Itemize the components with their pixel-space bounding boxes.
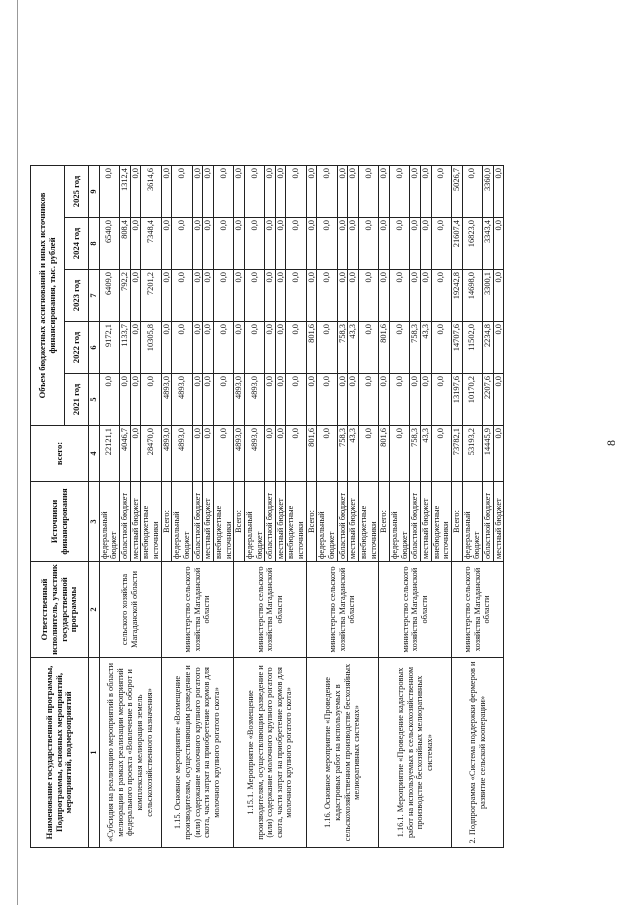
amount-year: 0,0 xyxy=(265,166,276,218)
amount-year: 0,0 xyxy=(421,270,432,322)
amount-year: 0,0 xyxy=(390,322,410,374)
table-row xyxy=(306,166,317,848)
funding-table xyxy=(30,165,504,848)
header-year: 2024 год xyxy=(65,218,89,270)
amount-year: 0,0 xyxy=(130,322,141,374)
column-index-cell: 3 xyxy=(89,482,100,562)
amount-year: 19242,8 xyxy=(451,270,462,322)
amount-year: 0,0 xyxy=(317,322,337,374)
amount-year: 0,0 xyxy=(306,166,317,218)
header-executor: Ответственный исполнитель, участник государственной программы xyxy=(31,562,89,658)
amount-total: 73782,1 xyxy=(451,426,462,482)
amount-year: 0,0 xyxy=(462,166,482,218)
scan-edge-line xyxy=(17,0,18,905)
amount-total: 0,0 xyxy=(275,426,286,482)
amount-total: 0,0 xyxy=(265,426,276,482)
amount-year: 0,0 xyxy=(390,166,410,218)
amount-year: 9172,1 xyxy=(99,322,119,374)
amount-year: 0,0 xyxy=(265,374,276,426)
amount-year: 5026,7 xyxy=(451,166,462,218)
amount-year: 0,0 xyxy=(493,166,504,218)
funding-source: федеральный бюджет xyxy=(99,482,119,562)
amount-year: 0,0 xyxy=(317,270,337,322)
amount-year: 0,0 xyxy=(379,218,390,270)
amount-year: 0,0 xyxy=(379,166,390,218)
amount-year: 0,0 xyxy=(265,322,276,374)
table-row xyxy=(451,166,462,848)
program-item-name: 1.15. Основное мероприятие «Возмещение производителям, осуществляющим разведение и (или) содержание молочного крупного рогатого скота, части затрат на приобретение кормов для молочного крупного рогатого скота» xyxy=(161,658,234,848)
amount-year: 0,0 xyxy=(244,166,264,218)
amount-total: 4893,0 xyxy=(234,426,245,482)
column-index-cell: 8 xyxy=(89,218,100,270)
funding-source: федеральный бюджет xyxy=(172,482,192,562)
amount-year: 1312,4 xyxy=(119,166,130,218)
table-row xyxy=(161,166,172,848)
funding-source: областной бюджет xyxy=(265,482,276,562)
amount-year: 0,0 xyxy=(234,166,245,218)
amount-year: 4893,0 xyxy=(244,374,264,426)
amount-total: 4893,0 xyxy=(161,426,172,482)
amount-total: 22121,1 xyxy=(99,426,119,482)
amount-year: 0,0 xyxy=(390,374,410,426)
header-year: 2023 год xyxy=(65,270,89,322)
funding-source: Всего: xyxy=(379,482,390,562)
amount-year: 0,0 xyxy=(359,218,379,270)
amount-year: 0,0 xyxy=(421,218,432,270)
amount-year: 0,0 xyxy=(348,374,359,426)
amount-year: 0,0 xyxy=(130,270,141,322)
column-index-cell: 9 xyxy=(89,166,100,218)
amount-year: 14707,6 xyxy=(451,322,462,374)
funding-source: областной бюджет xyxy=(192,482,203,562)
column-index-cell: 7 xyxy=(89,270,100,322)
amount-year: 0,0 xyxy=(161,322,172,374)
amount-year: 0,0 xyxy=(306,374,317,426)
program-item-name: 2. Подпрограмма «Система поддержки фермеров и развитие сельской кооперации» xyxy=(451,658,503,848)
column-index-cell: 6 xyxy=(89,322,100,374)
table-row xyxy=(379,166,390,848)
amount-year: 0,0 xyxy=(130,166,141,218)
amount-total: 0,0 xyxy=(213,426,233,482)
amount-year: 0,0 xyxy=(410,270,421,322)
amount-year: 0,0 xyxy=(192,322,203,374)
funding-source: областной бюджет xyxy=(119,482,130,562)
amount-total: 0,0 xyxy=(317,426,337,482)
header-name: Наименование государственной программы, Подпрограммы, основных мероприятий, мероприятий, подмероприятий xyxy=(31,658,89,848)
amount-year: 0,0 xyxy=(192,166,203,218)
amount-year: 0,0 xyxy=(359,270,379,322)
amount-year: 0,0 xyxy=(213,270,233,322)
amount-year: 0,0 xyxy=(337,270,348,322)
amount-year: 10305,8 xyxy=(141,322,161,374)
amount-year: 7201,2 xyxy=(141,270,161,322)
program-item-name: 1.16. Основное мероприятие «Проведение кадастровых работ на используемых в сельскохозяйственном производстве бесхозяйных мелиоративных системах» xyxy=(306,658,379,848)
amount-year: 0,0 xyxy=(431,374,451,426)
amount-year: 4893,0 xyxy=(172,374,192,426)
amount-year: 0,0 xyxy=(317,166,337,218)
header-total: всего: xyxy=(31,426,89,482)
amount-year: 0,0 xyxy=(421,166,432,218)
amount-total: 43,3 xyxy=(348,426,359,482)
funding-source: Всего: xyxy=(306,482,317,562)
amount-year: 0,0 xyxy=(213,322,233,374)
amount-year: 21607,4 xyxy=(451,218,462,270)
column-index-cell: 2 xyxy=(89,562,100,658)
amount-year: 758,3 xyxy=(410,322,421,374)
table-row xyxy=(99,166,119,848)
amount-year: 14698,0 xyxy=(462,270,482,322)
amount-total: 28470,0 xyxy=(141,426,161,482)
amount-year: 0,0 xyxy=(431,322,451,374)
amount-year: 0,0 xyxy=(317,374,337,426)
amount-year: 0,0 xyxy=(172,218,192,270)
responsible-executor: министерство сельского хозяйства Магаданской области xyxy=(234,562,307,658)
amount-total: 14445,9 xyxy=(482,426,493,482)
amount-total: 801,6 xyxy=(379,426,390,482)
funding-source: Всего: xyxy=(451,482,462,562)
amount-year: 43,3 xyxy=(421,322,432,374)
amount-year: 3614,6 xyxy=(141,166,161,218)
amount-year: 0,0 xyxy=(337,374,348,426)
amount-year: 0,0 xyxy=(390,270,410,322)
funding-source: внебюджетные источники xyxy=(213,482,233,562)
amount-year: 2207,6 xyxy=(482,374,493,426)
funding-source: местный бюджет xyxy=(130,482,141,562)
amount-year: 4893,0 xyxy=(161,374,172,426)
amount-year: 1133,7 xyxy=(119,322,130,374)
amount-year: 0,0 xyxy=(234,322,245,374)
amount-year: 0,0 xyxy=(306,218,317,270)
amount-year: 0,0 xyxy=(286,270,306,322)
funding-source: федеральный бюджет xyxy=(244,482,264,562)
responsible-executor: министерство сельского хозяйства Магаданской области xyxy=(306,562,379,658)
amount-year: 0,0 xyxy=(493,322,504,374)
amount-year: 0,0 xyxy=(421,374,432,426)
amount-year: 0,0 xyxy=(119,374,130,426)
column-index-row xyxy=(89,166,100,848)
table-body xyxy=(99,166,504,848)
table-row xyxy=(234,166,245,848)
amount-year: 0,0 xyxy=(348,270,359,322)
amount-year: 0,0 xyxy=(213,374,233,426)
column-index-cell: 5 xyxy=(89,374,100,426)
funding-source: местный бюджет xyxy=(421,482,432,562)
amount-year: 801,6 xyxy=(306,322,317,374)
amount-year: 11502,0 xyxy=(462,322,482,374)
amount-year: 0,0 xyxy=(234,270,245,322)
amount-total: 4893,0 xyxy=(172,426,192,482)
amount-year: 0,0 xyxy=(244,218,264,270)
funding-source: местный бюджет xyxy=(203,482,214,562)
amount-year: 0,0 xyxy=(213,166,233,218)
amount-year: 3360,0 xyxy=(482,166,493,218)
amount-year: 0,0 xyxy=(203,166,214,218)
amount-year: 0,0 xyxy=(99,166,119,218)
amount-year: 0,0 xyxy=(493,374,504,426)
amount-total: 0,0 xyxy=(431,426,451,482)
program-item-name: 1.15.1. Мероприятие «Возмещение производителям, осуществляющим разведение и (или) содержание молочного крупного рогатого скота, части затрат на приобретение кормов для молочного крупного рогатого скота» xyxy=(234,658,307,848)
funding-source: областной бюджет xyxy=(482,482,493,562)
amount-year: 758,3 xyxy=(337,322,348,374)
program-item-name: «Субсидия на реализацию мероприятий в области мелиорации в рамках реализации мероприятий федерального проекта «Вовлечение в оборот и комплексная мелиорация земель сельскохозяйственного назначения» xyxy=(99,658,161,848)
amount-total: 0,0 xyxy=(192,426,203,482)
amount-year: 0,0 xyxy=(192,270,203,322)
responsible-executor: министерство сельского хозяйства Магаданской области xyxy=(161,562,234,658)
funding-source: федеральный бюджет xyxy=(390,482,410,562)
funding-source: федеральный бюджет xyxy=(462,482,482,562)
amount-year: 0,0 xyxy=(493,270,504,322)
amount-year: 0,0 xyxy=(172,322,192,374)
amount-year: 4893,0 xyxy=(234,374,245,426)
amount-year: 10170,2 xyxy=(462,374,482,426)
amount-year: 0,0 xyxy=(130,374,141,426)
header-year: 2022 год xyxy=(65,322,89,374)
column-index-cell: 1 xyxy=(89,658,100,848)
amount-total: 4046,7 xyxy=(119,426,130,482)
amount-year: 0,0 xyxy=(390,218,410,270)
amount-total: 758,3 xyxy=(337,426,348,482)
amount-year: 0,0 xyxy=(348,218,359,270)
amount-year: 0,0 xyxy=(99,374,119,426)
funding-source: Всего: xyxy=(234,482,245,562)
amount-year: 0,0 xyxy=(275,218,286,270)
amount-year: 0,0 xyxy=(359,322,379,374)
amount-total: 4893,0 xyxy=(244,426,264,482)
amount-year: 0,0 xyxy=(161,218,172,270)
amount-year: 0,0 xyxy=(493,218,504,270)
amount-total: 0,0 xyxy=(359,426,379,482)
amount-year: 0,0 xyxy=(379,374,390,426)
amount-year: 0,0 xyxy=(286,218,306,270)
program-item-name: 1.16.1. Мероприятие «Проведение кадастровых работ на используемых в сельскохозяйственном производстве бесхозяйных мелиоративных системах» xyxy=(379,658,452,848)
page-number: 8 xyxy=(604,440,618,446)
funding-source: областной бюджет xyxy=(337,482,348,562)
amount-year: 6409,0 xyxy=(99,270,119,322)
funding-source: местный бюджет xyxy=(493,482,504,562)
amount-year: 0,0 xyxy=(172,166,192,218)
amount-year: 0,0 xyxy=(410,166,421,218)
amount-year: 0,0 xyxy=(275,374,286,426)
amount-year: 3343,4 xyxy=(482,218,493,270)
amount-year: 0,0 xyxy=(161,270,172,322)
funding-source: федеральный бюджет xyxy=(317,482,337,562)
header-funding-group: Объем бюджетных ассигнований и иных источников финансирования, тыс. рублей xyxy=(31,166,65,426)
header-source: Источники финансирования xyxy=(31,482,89,562)
amount-year: 0,0 xyxy=(431,218,451,270)
amount-year: 6540,0 xyxy=(99,218,119,270)
amount-year: 0,0 xyxy=(359,166,379,218)
funding-source: областной бюджет xyxy=(410,482,421,562)
amount-year: 0,0 xyxy=(130,218,141,270)
amount-year: 0,0 xyxy=(192,374,203,426)
amount-year: 0,0 xyxy=(286,166,306,218)
amount-year: 0,0 xyxy=(431,270,451,322)
amount-year: 0,0 xyxy=(161,166,172,218)
amount-total: 0,0 xyxy=(286,426,306,482)
amount-year: 0,0 xyxy=(265,270,276,322)
funding-source: внебюджетные источники xyxy=(431,482,451,562)
amount-year: 0,0 xyxy=(359,374,379,426)
amount-year: 0,0 xyxy=(244,270,264,322)
amount-year: 0,0 xyxy=(213,218,233,270)
amount-total: 53193,2 xyxy=(462,426,482,482)
funding-source: Всего: xyxy=(161,482,172,562)
amount-year: 0,0 xyxy=(192,218,203,270)
amount-year: 0,0 xyxy=(244,322,264,374)
amount-year: 0,0 xyxy=(337,218,348,270)
amount-year: 0,0 xyxy=(265,218,276,270)
responsible-executor: министерство сельского хозяйства Магаданской области xyxy=(451,562,503,658)
amount-year: 0,0 xyxy=(306,270,317,322)
funding-source: внебюджетные источники xyxy=(141,482,161,562)
funding-source: внебюджетные источники xyxy=(359,482,379,562)
amount-year: 0,0 xyxy=(431,166,451,218)
header-year: 2025 год xyxy=(65,166,89,218)
amount-year: 0,0 xyxy=(275,322,286,374)
responsible-executor: министерство сельского хозяйства Магаданской области xyxy=(379,562,452,658)
amount-total: 758,3 xyxy=(410,426,421,482)
amount-year: 0,0 xyxy=(379,270,390,322)
amount-year: 7348,4 xyxy=(141,218,161,270)
amount-year: 0,0 xyxy=(410,218,421,270)
amount-year: 0,0 xyxy=(234,218,245,270)
amount-year: 792,2 xyxy=(119,270,130,322)
amount-year: 801,6 xyxy=(379,322,390,374)
amount-total: 0,0 xyxy=(130,426,141,482)
amount-year: 3300,1 xyxy=(482,270,493,322)
amount-year: 0,0 xyxy=(203,270,214,322)
funding-source: местный бюджет xyxy=(348,482,359,562)
amount-total: 0,0 xyxy=(203,426,214,482)
amount-year: 43,3 xyxy=(348,322,359,374)
amount-year: 0,0 xyxy=(141,374,161,426)
amount-year: 0,0 xyxy=(203,218,214,270)
amount-year: 0,0 xyxy=(317,218,337,270)
amount-year: 2234,8 xyxy=(482,322,493,374)
amount-year: 0,0 xyxy=(348,166,359,218)
amount-year: 0,0 xyxy=(286,374,306,426)
amount-year: 0,0 xyxy=(337,166,348,218)
amount-year: 0,0 xyxy=(172,270,192,322)
funding-source: местный бюджет xyxy=(275,482,286,562)
amount-year: 16823,0 xyxy=(462,218,482,270)
responsible-executor: сельского хозяйства Магаданской области xyxy=(99,562,161,658)
amount-year: 0,0 xyxy=(275,270,286,322)
amount-year: 0,0 xyxy=(275,166,286,218)
amount-total: 0,0 xyxy=(493,426,504,482)
amount-year: 0,0 xyxy=(286,322,306,374)
amount-total: 801,6 xyxy=(306,426,317,482)
amount-year: 808,4 xyxy=(119,218,130,270)
header-year: 2021 год xyxy=(65,374,89,426)
amount-year: 0,0 xyxy=(203,374,214,426)
amount-year: 13197,6 xyxy=(451,374,462,426)
amount-total: 43,3 xyxy=(421,426,432,482)
funding-source: внебюджетные источники xyxy=(286,482,306,562)
column-index-cell: 4 xyxy=(89,426,100,482)
amount-year: 0,0 xyxy=(410,374,421,426)
amount-total: 0,0 xyxy=(390,426,410,482)
amount-year: 0,0 xyxy=(203,322,214,374)
